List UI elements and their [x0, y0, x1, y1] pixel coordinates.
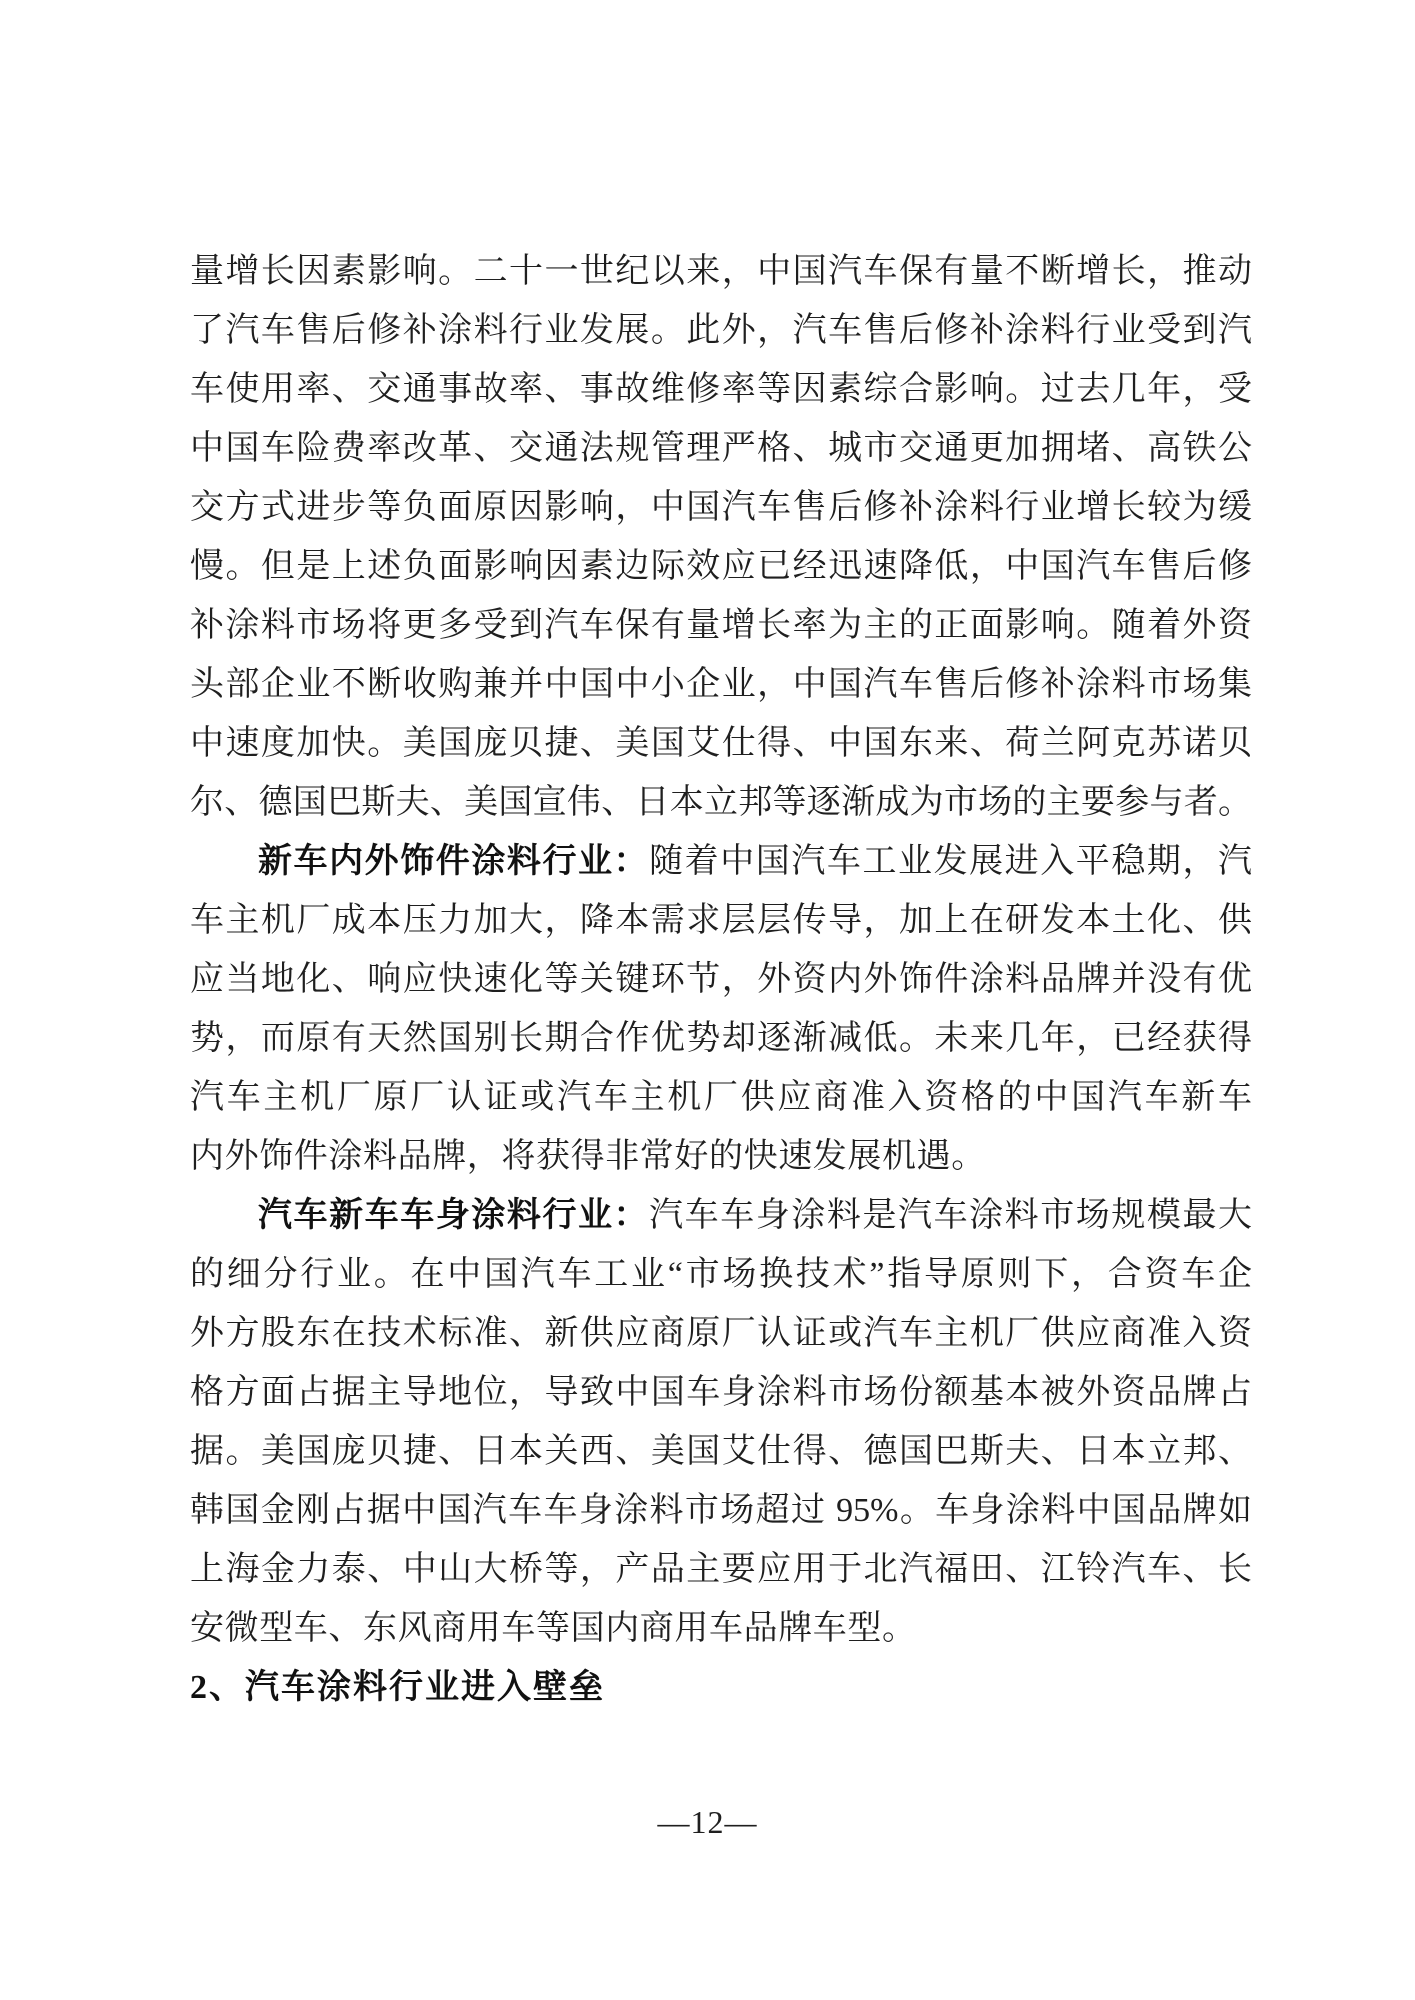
text-run: 中速度加快。美国庞贝捷、美国艾仕得、中国东来、荷兰阿克苏诺贝 — [190, 725, 1252, 762]
text-run: 中国车险费率改革、交通法规管理严格、城市交通更加拥堵、高铁公 — [190, 430, 1252, 467]
page-number: —12— — [657, 1804, 758, 1840]
text-run: 外方股东在技术标准、新供应商原厂认证或汽车主机厂供应商准入资 — [190, 1315, 1252, 1352]
text-line — [190, 773, 1252, 832]
text-run: 慢。但是上述负面影响因素边际效应已经迅速降低，中国汽车售后修 — [190, 548, 1252, 585]
text-run: 头部企业不断收购兼并中国中小企业，中国汽车售后修补涂料市场集 — [190, 666, 1252, 703]
text-line — [190, 1599, 1252, 1658]
text-line — [190, 537, 1252, 596]
section-heading — [190, 1658, 1252, 1717]
text-line — [190, 1481, 1252, 1540]
text-line — [190, 655, 1252, 714]
text-line — [190, 301, 1252, 360]
text-run: 补涂料市场将更多受到汽车保有量增长率为主的正面影响。随着外资 — [190, 607, 1252, 644]
text-line — [190, 891, 1252, 950]
text-run: 上海金力泰、中山大桥等，产品主要应用于北汽福田、江铃汽车、长 — [190, 1551, 1252, 1588]
text-line — [190, 1068, 1252, 1127]
text-line — [190, 1186, 1252, 1245]
text-run: 格方面占据主导地位，导致中国车身涂料市场份额基本被外资品牌占 — [190, 1374, 1252, 1411]
bold-run: 汽车新车车身涂料行业： — [258, 1197, 650, 1234]
text-line — [190, 1540, 1252, 1599]
text-run: 尔、德国巴斯夫、美国宣伟、日本立邦等逐渐成为市场的主要参与者。 — [190, 784, 1252, 821]
text-line — [190, 1127, 1252, 1186]
text-run: 韩国金刚占据中国汽车车身涂料市场超过 95%。车身涂料中国品牌如 — [190, 1492, 1252, 1529]
text-run: 随着中国汽车工业发展进入平稳期，汽 — [649, 843, 1253, 880]
text-line — [190, 478, 1252, 537]
text-block — [190, 242, 1252, 1717]
text-line — [190, 1245, 1252, 1304]
text-run: 的细分行业。在中国汽车工业“市场换技术”指导原则下，合资车企 — [190, 1256, 1252, 1293]
text-run: 据。美国庞贝捷、日本关西、美国艾仕得、德国巴斯夫、日本立邦、 — [190, 1433, 1252, 1470]
bold-run: 2、汽车涂料行业进入壁垒 — [190, 1669, 605, 1706]
text-run: 了汽车售后修补涂料行业发展。此外，汽车售后修补涂料行业受到汽 — [190, 312, 1252, 349]
text-line — [190, 832, 1252, 891]
text-line — [190, 596, 1252, 655]
text-line — [190, 360, 1252, 419]
text-line — [190, 1363, 1252, 1422]
text-line — [190, 714, 1252, 773]
text-run: 汽车主机厂原厂认证或汽车主机厂供应商准入资格的中国汽车新车 — [190, 1079, 1252, 1116]
text-run: 车使用率、交通事故率、事故维修率等因素综合影响。过去几年，受 — [190, 371, 1252, 408]
text-run: 量增长因素影响。二十一世纪以来，中国汽车保有量不断增长，推动 — [190, 253, 1252, 290]
text-run: 车主机厂成本压力加大，降本需求层层传导，加上在研发本土化、供 — [190, 902, 1252, 939]
text-run: 汽车车身涂料是汽车涂料市场规模最大 — [649, 1197, 1253, 1234]
text-run: 交方式进步等负面原因影响，中国汽车售后修补涂料行业增长较为缓 — [190, 489, 1252, 526]
text-run: 应当地化、响应快速化等关键环节，外资内外饰件涂料品牌并没有优 — [190, 961, 1252, 998]
text-line — [190, 419, 1252, 478]
text-line — [190, 1304, 1252, 1363]
text-line — [190, 1422, 1252, 1481]
bold-run: 新车内外饰件涂料行业： — [258, 843, 650, 880]
text-run: 势，而原有天然国别长期合作优势却逐渐减低。未来几年，已经获得 — [190, 1020, 1252, 1057]
text-line — [190, 950, 1252, 1009]
text-line — [190, 242, 1252, 301]
text-run: 安微型车、东风商用车等国内商用车品牌车型。 — [190, 1610, 917, 1647]
text-run: 内外饰件涂料品牌，将获得非常好的快速发展机遇。 — [190, 1138, 986, 1175]
text-line — [190, 1009, 1252, 1068]
